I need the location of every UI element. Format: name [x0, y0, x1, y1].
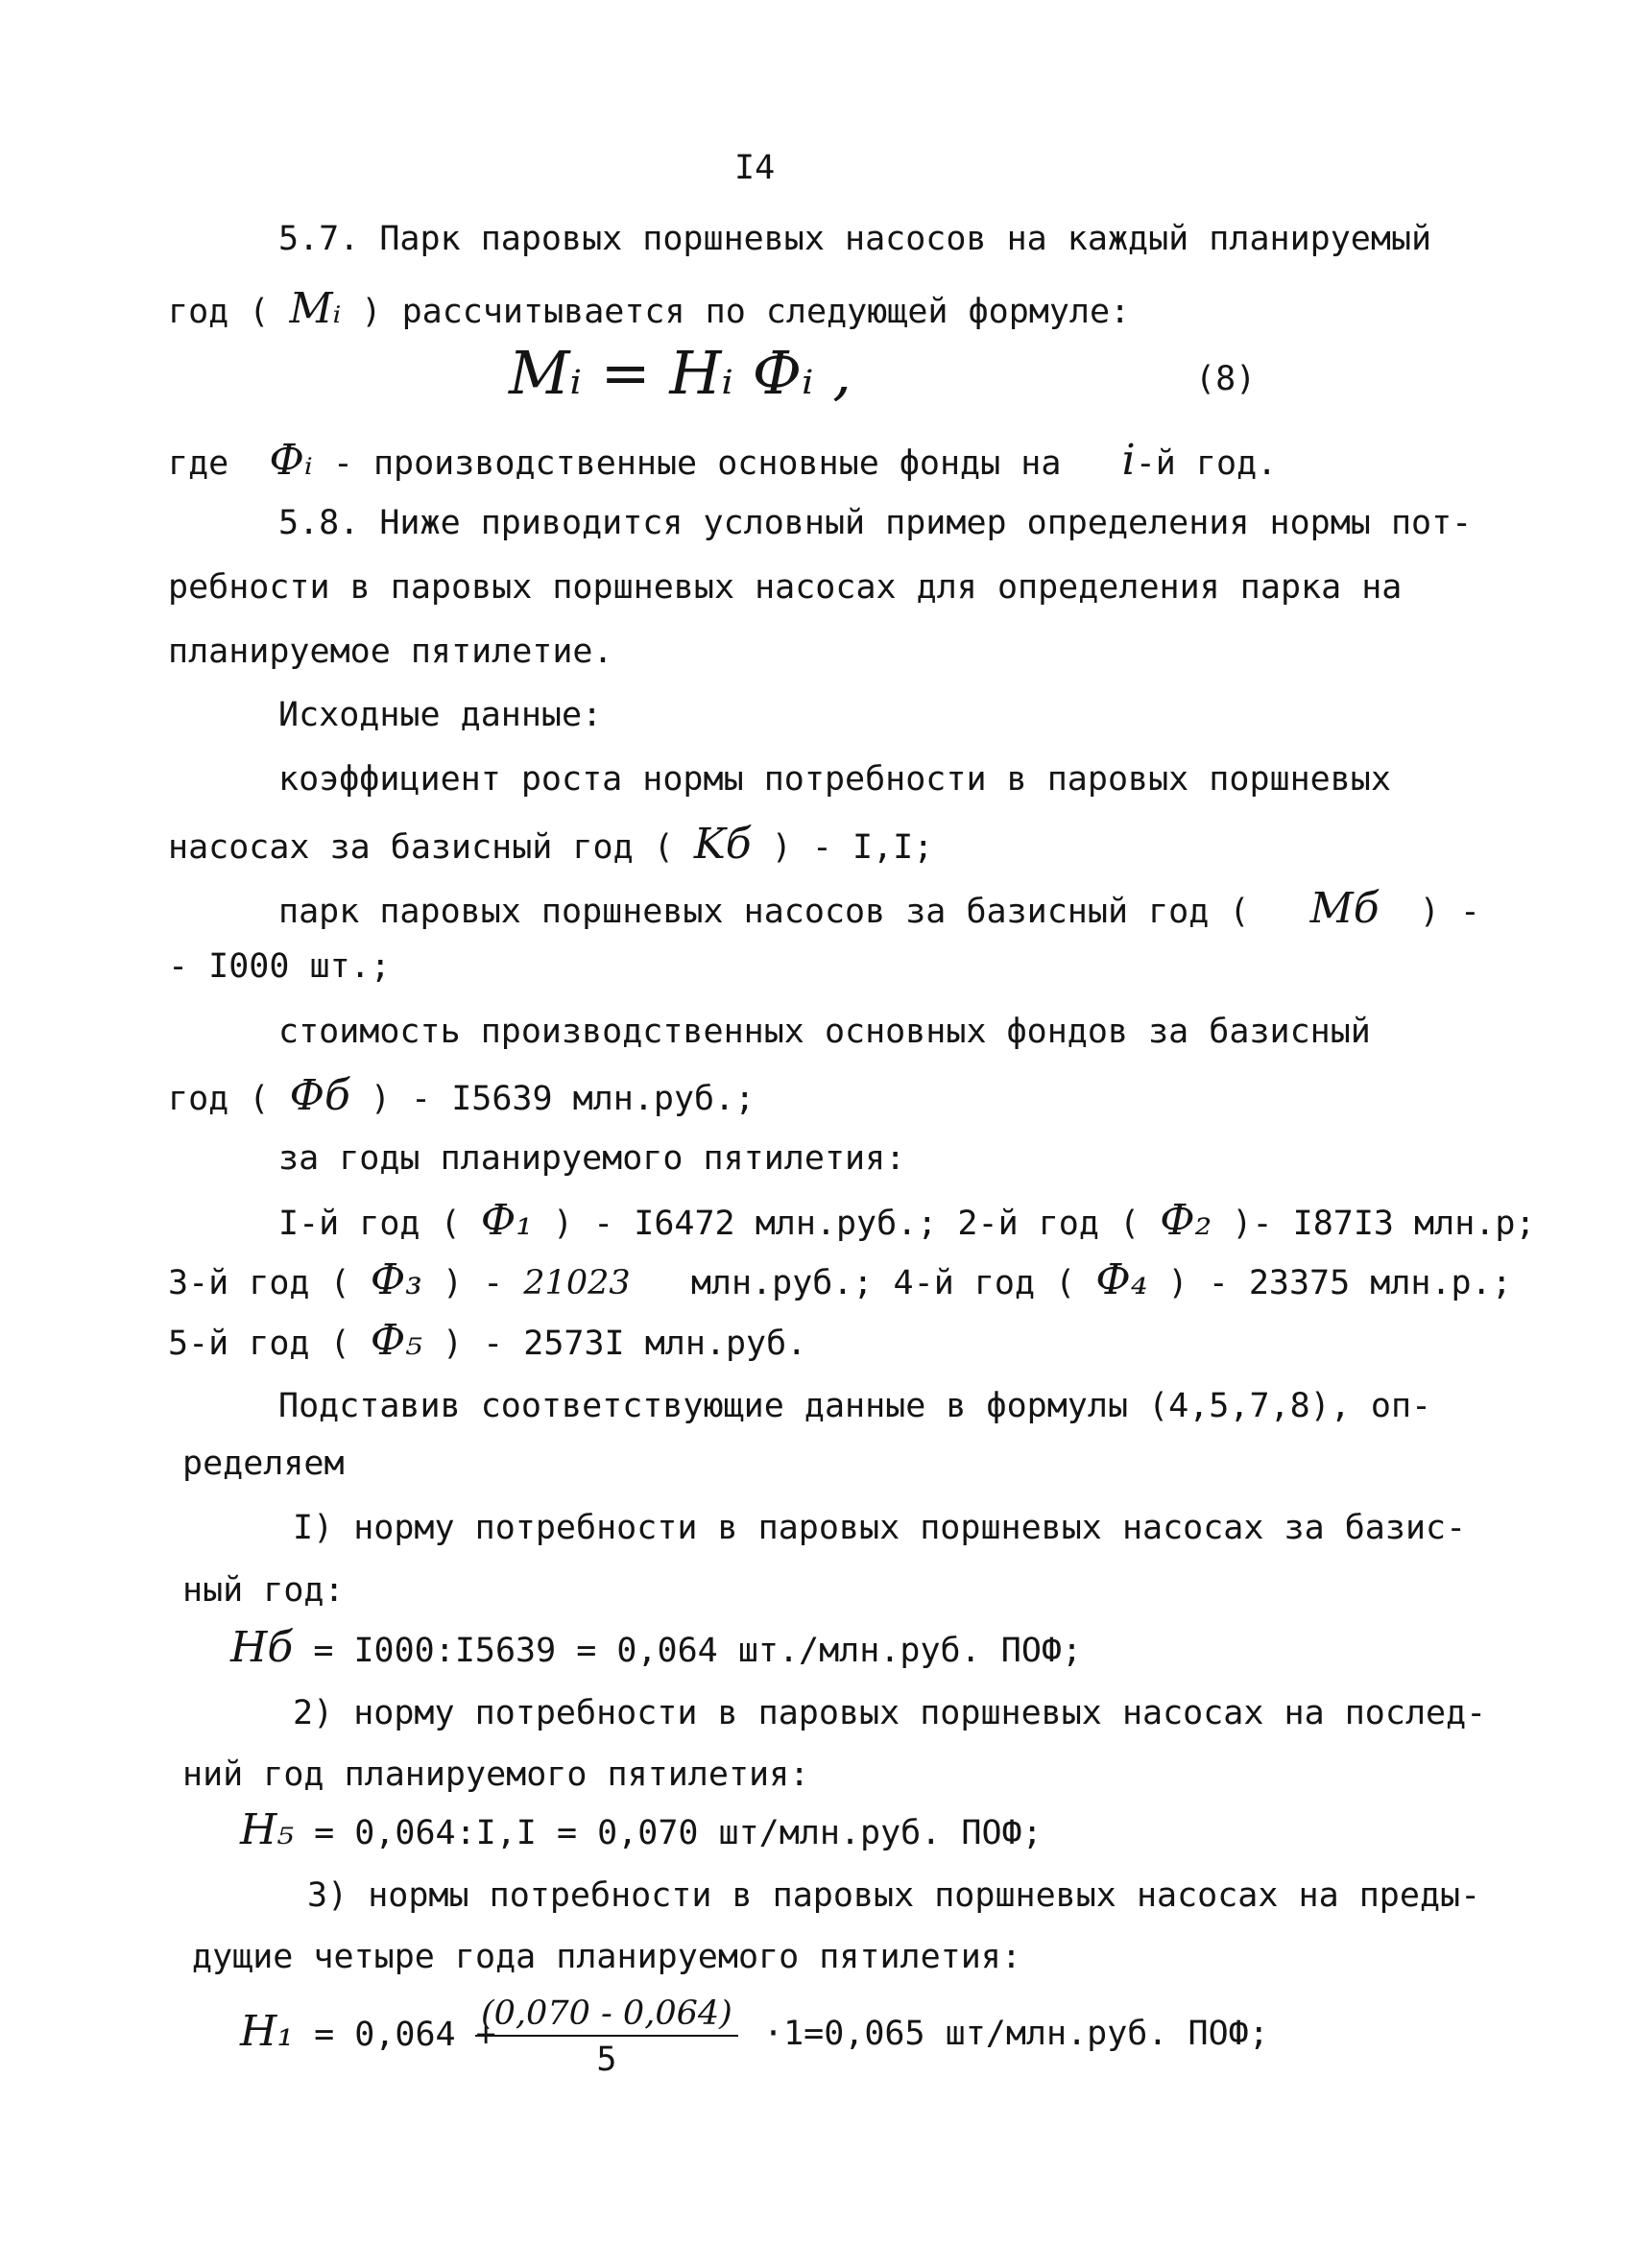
formula-h-1-text-b: ·1=0,065 шт/млн.руб. ПОФ;	[763, 2015, 1269, 2053]
var-m-b: Mб	[1309, 884, 1380, 933]
p58-line-2: ребности в паровых поршневых насосах для определения парка на	[168, 568, 1403, 607]
step3-line-2: дущие четыре года планируемого пятилетия:	[192, 1938, 1021, 1976]
y1-text-b: ) - I6472 млн.руб.; 2-й год (	[552, 1205, 1140, 1243]
var-m-i: Mᵢ	[289, 284, 342, 333]
formula-h-5-rest: = 0,064:I,I = 0,070 шт/млн.руб. ПОФ;	[314, 1814, 1043, 1852]
subst-line-1: Подставив соответствующие данные в формулы (4,5,7,8), оп-	[278, 1387, 1432, 1425]
step1-line-2: ный год:	[182, 1571, 345, 1610]
step2-line-1: 2) норму потребности в паровых поршневых насосах на послед-	[293, 1694, 1487, 1732]
years-line-3	[168, 1316, 807, 1365]
fraction-numerator: (0,070 - 0,064)	[475, 1994, 738, 2037]
where-text-c: -й год.	[1135, 444, 1278, 483]
formula-h-1	[240, 2007, 496, 2056]
s-text-b: ) - I5639 млн.руб.;	[370, 1080, 756, 1118]
var-h-b: Hб	[230, 1623, 294, 1672]
where-text-a: где	[168, 444, 229, 483]
s-text-a: год (	[168, 1080, 270, 1118]
where-text-b: - производственные основные фонды на	[332, 444, 1062, 483]
years-heading: за годы планируемого пятилетия:	[278, 1139, 906, 1178]
page-number: I4	[734, 149, 776, 187]
subst-line-2	[182, 1444, 345, 1483]
p57-line-1: 5.7. Парк паровых поршневых насосов на каждый планируемый	[278, 220, 1432, 258]
source-s-line-1: стоимость производственных основных фондов за базисный	[278, 1013, 1371, 1051]
var-phi-1: Ф₁	[480, 1196, 533, 1245]
p58-line-1: 5.8. Ниже приводится условный пример определения нормы пот-	[278, 504, 1473, 542]
step1-line-1: I) норму потребности в паровых поршневых насосах за базис-	[293, 1509, 1467, 1547]
var-phi-b: Фб	[289, 1071, 350, 1120]
source-k-line-2	[168, 820, 934, 869]
y3-text-b: ) -	[442, 1264, 504, 1302]
source-m-line-1	[278, 884, 1480, 933]
years-line-1	[278, 1196, 1536, 1245]
y5-text-a: 5-й год (	[168, 1325, 350, 1363]
y3-text-c: млн.руб.; 4-й год (	[690, 1264, 1076, 1302]
var-h-1: H₁	[240, 2007, 295, 2056]
formula-h-b-rest: = I000:I5639 = 0,064 шт./млн.руб. ПОФ;	[313, 1632, 1083, 1670]
var-h-5: H₅	[240, 1805, 295, 1854]
m-text-b: ) -	[1419, 893, 1480, 931]
step2-line-2: ний год планируемого пятилетия:	[182, 1755, 810, 1794]
y5-text-b: ) - 2573I млн.руб.	[442, 1325, 807, 1363]
formula-h-5	[240, 1805, 1043, 1854]
formula-h-b	[230, 1623, 1083, 1672]
formula-8-number: (8)	[1195, 360, 1257, 398]
source-m-line-2: - I000 шт.;	[168, 947, 391, 986]
where-line	[168, 436, 1278, 485]
m-text-a: парк паровых поршневых насосов за базисный год (	[278, 893, 1250, 931]
y3-text-a: 3-й год (	[168, 1264, 350, 1302]
var-phi-4: Ф₄	[1095, 1255, 1148, 1304]
p58-line-3: планируемое пятилетие.	[168, 633, 613, 671]
y3-value: 21023	[523, 1264, 631, 1302]
formula-8: Mᵢ = Hᵢ Фᵢ ,	[509, 338, 852, 408]
var-k-b: Kб	[693, 820, 752, 869]
var-phi-5: Ф₅	[370, 1316, 422, 1365]
var-phi-2: Ф₂	[1160, 1196, 1212, 1245]
p57-text-b: ) рассчитывается по следующей формуле:	[361, 293, 1131, 331]
step3-line-1: 3) нормы потребности в паровых поршневых насосах на преды-	[307, 1876, 1481, 1915]
formula-h-1-fraction	[475, 1994, 738, 2079]
formula-h-1-text-a: = 0,064 +	[314, 2016, 496, 2054]
fraction-denominator: 5	[596, 2041, 617, 2079]
p57-line-2	[168, 284, 1131, 333]
var-i: i	[1121, 436, 1136, 485]
source-s-line-2	[168, 1071, 756, 1120]
y1-text-a: I-й год (	[278, 1205, 461, 1243]
k-text-b: ) - I,I;	[771, 828, 934, 867]
source-heading: Исходные данные:	[278, 696, 603, 734]
y3-text-d: ) - 23375 млн.р.;	[1167, 1264, 1512, 1302]
subst-text-a: ределяем	[182, 1444, 345, 1483]
var-phi-i: Фᵢ	[269, 436, 313, 485]
years-line-2	[168, 1255, 1512, 1304]
var-phi-3: Ф₃	[370, 1255, 422, 1304]
source-k-line-1: коэффициент роста нормы потребности в паровых поршневых	[278, 760, 1391, 799]
k-text-a: насосах за базисный год (	[168, 828, 674, 867]
p57-text-a: год (	[168, 293, 270, 331]
y1-text-c: )- I87I3 млн.р;	[1232, 1205, 1536, 1243]
